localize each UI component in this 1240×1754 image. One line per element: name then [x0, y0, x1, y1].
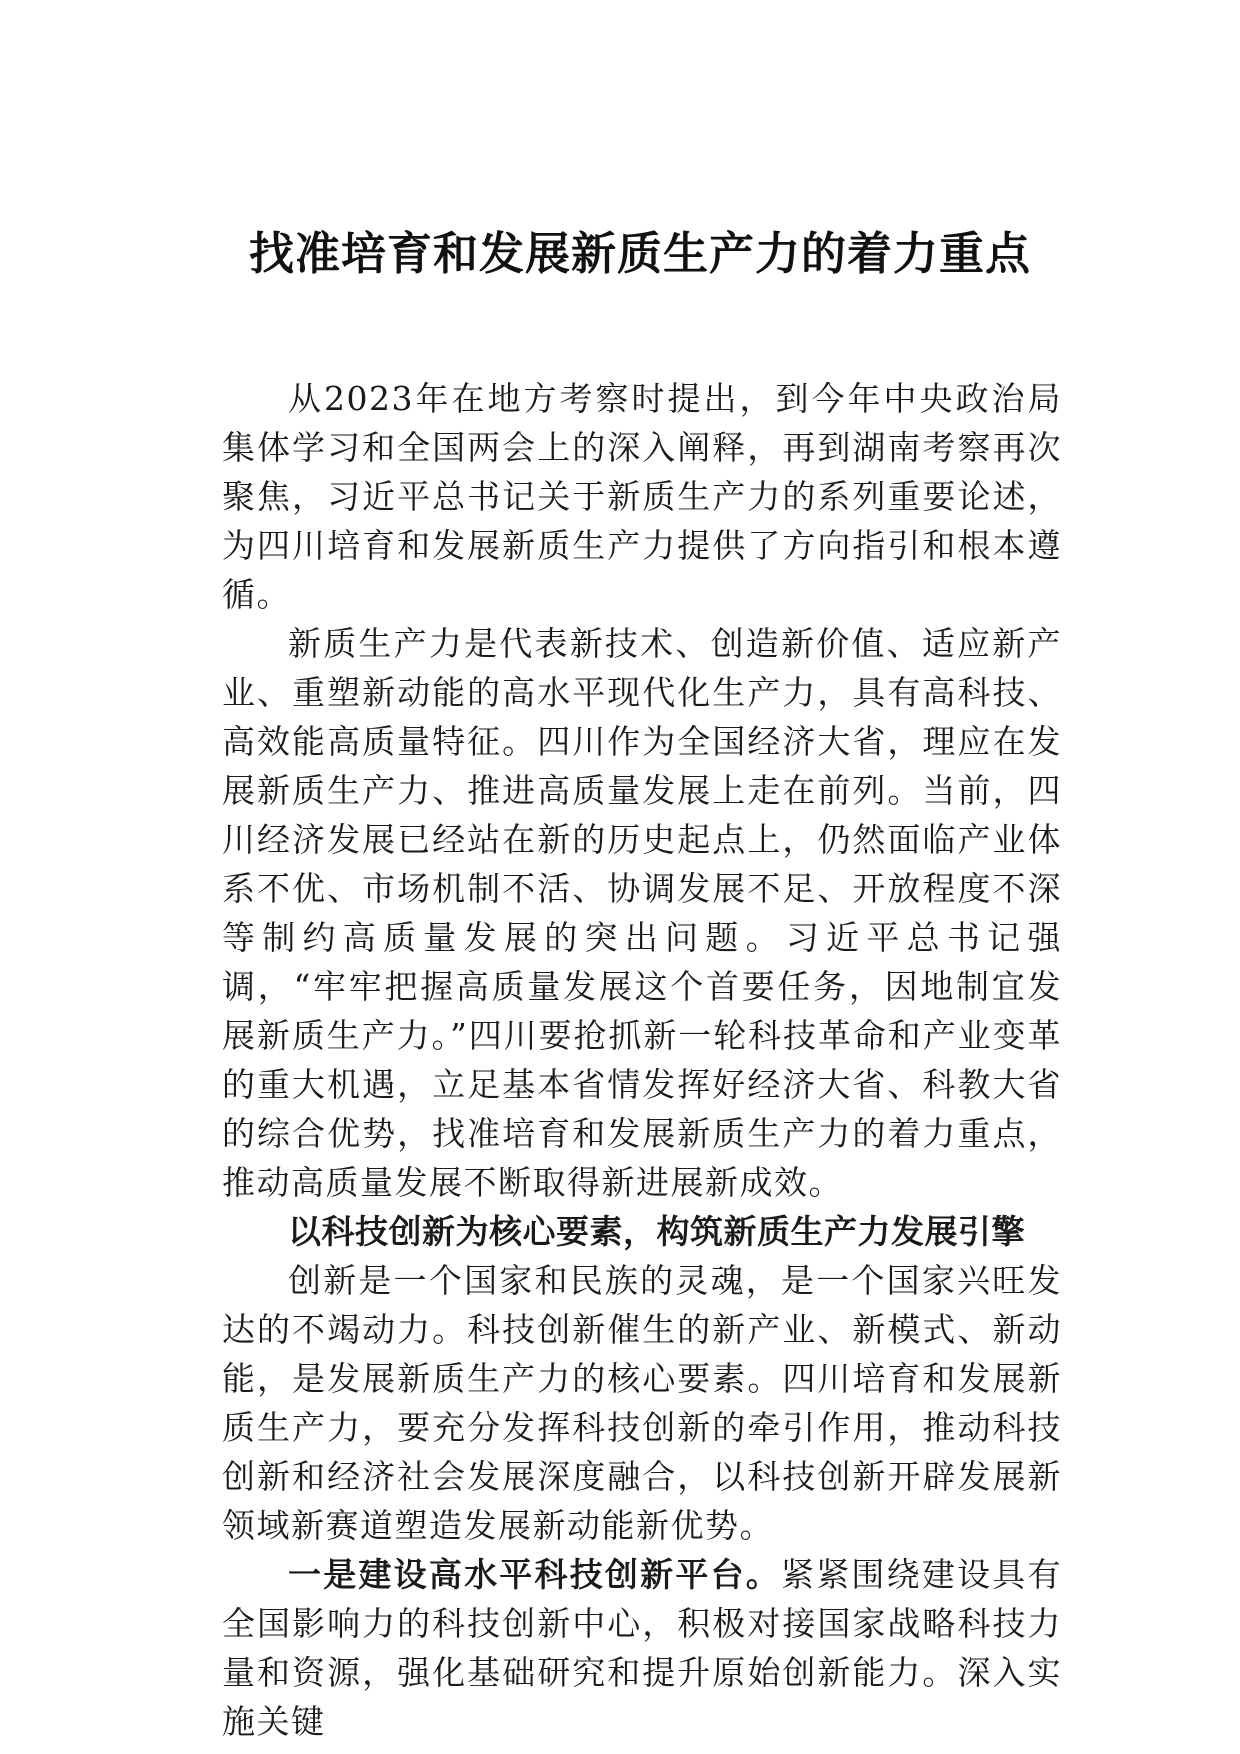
document-body: [222, 374, 1062, 1746]
paragraph-intro: [222, 374, 1062, 619]
paragraph-lead: 一是建设高水平科技创新平台。: [288, 1555, 781, 1594]
paragraph-text: 创新是一个国家和民族的灵魂，是一个国家兴旺发达的不竭动力。科技创新催生的新产业、新模式、新动能，是发展新质生产力的核心要素。四川培育和发展新质生产力，要充分发挥科技创新的牵引作用，推动科技创新和经济社会发展深度融合，以科技创新开辟发展新领域新赛道塑造发展新动能新优势。: [222, 1261, 1062, 1545]
paragraph-text: 从2023年在地方考察时提出，到今年中央政治局集体学习和全国两会上的深入阐释，再到湖南考察再次聚焦，习近平总书记关于新质生产力的系列重要论述，为四川培育和发展新质生产力提供了方向指引和根本遵循。: [222, 379, 1062, 614]
paragraph-text: 新质生产力是代表新技术、创造新价值、适应新产业、重塑新动能的高水平现代化生产力，具有高科技、高效能高质量特征。四川作为全国经济大省，理应在发展新质生产力、推进高质量发展上走在前列。当前，四川经济发展已经站在新的历史起点上，仍然面临产业体系不优、市场机制不活、协调发展不足、开放程度不深等制约高质量发展的突出问题。习近平总书记强调，“牢牢把握高质量发展这个首要任务，因地制宜发展新质生产力。”四川要抢抓新一轮科技革命和产业变革的重大机遇，立足基本省情发挥好经济大省、科教大省的综合优势，找准培育和发展新质生产力的着力重点，推动高质量发展不断取得新进展新成效。: [222, 624, 1062, 1202]
paragraph-innovation: [222, 1256, 1062, 1550]
document-title: 找准培育和发展新质生产力的着力重点: [248, 227, 1031, 280]
subheading-text: 以科技创新为核心要素，构筑新质生产力发展引擎: [288, 1212, 1025, 1251]
paragraph-new-productivity: [222, 619, 1062, 1207]
section-subheading: [222, 1207, 1062, 1256]
paragraph-platform: [222, 1550, 1062, 1746]
paragraph-text: 紧紧围绕建设具有全国影响力的科技创新中心，积极对接国家战略科技力量和资源，强化基础研究和提升原始创新能力。深入实施关键: [222, 1555, 1063, 1741]
